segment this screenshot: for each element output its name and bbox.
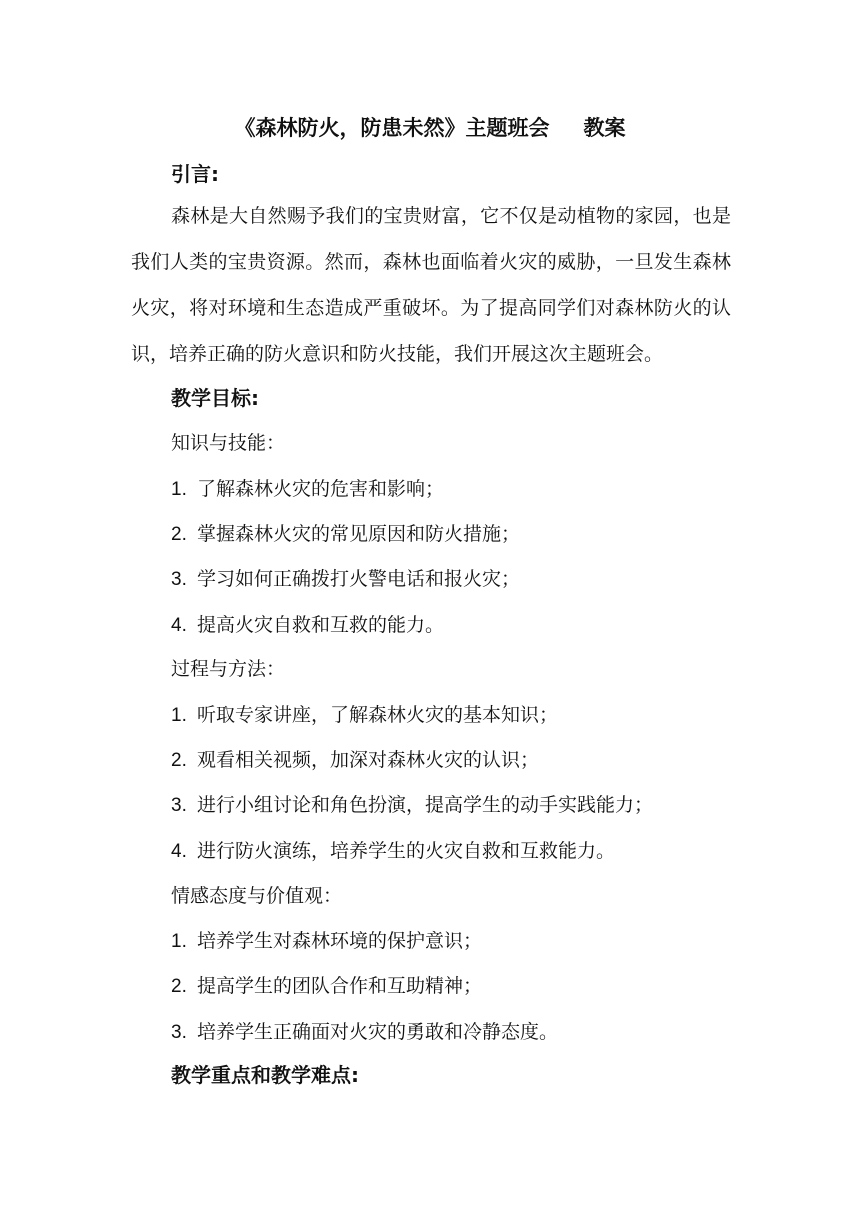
intro-heading: 引言: — [171, 162, 219, 186]
list-item — [171, 790, 653, 821]
list-item-text: 培养学生正确面对火灾的勇敢和冷静态度。 — [197, 1021, 559, 1043]
list-item-number: 3. — [171, 569, 187, 590]
list-item — [171, 1017, 558, 1048]
process-label: 过程与方法： — [171, 658, 286, 680]
key-points-heading: 教学重点和教学难点: — [171, 1063, 359, 1087]
list-item-text: 听取专家讲座，了解森林火灾的基本知识； — [197, 704, 559, 726]
list-item-text: 掌握森林火灾的常见原因和防火措施； — [197, 523, 521, 545]
list-item — [171, 564, 520, 595]
list-item — [171, 519, 520, 550]
list-item — [171, 836, 615, 867]
list-item — [171, 474, 444, 505]
list-item-text: 提高火灾自救和互救的能力。 — [197, 614, 445, 636]
list-item-number: 2. — [171, 524, 187, 545]
list-item-text: 观看相关视频，加深对森林火灾的认识； — [197, 749, 540, 771]
list-item — [171, 700, 558, 731]
list-item-number: 1. — [171, 931, 187, 952]
list-item — [171, 745, 539, 776]
emotion-label: 情感态度与价值观： — [171, 885, 343, 907]
intro-paragraph: 森林是大自然赐予我们的宝贵财富，它不仅是动植物的家园，也是我们人类的宝贵资源。然而，森林也面临着火灾的威胁，一旦发生森林火灾，将对环境和生态造成严重破坏。为了提高同学们对森林防火的认识，培养正确的防火意识和防火技能，我们开展这次主题班会。 — [131, 205, 731, 365]
list-item — [171, 610, 444, 641]
list-item-number: 1. — [171, 479, 187, 500]
objectives-heading: 教学目标: — [171, 386, 259, 410]
list-item-number: 4. — [171, 615, 187, 636]
list-item-number: 1. — [171, 705, 187, 726]
list-item-number: 2. — [171, 750, 187, 771]
list-item-text: 了解森林火灾的危害和影响； — [197, 478, 445, 500]
list-item — [171, 971, 482, 1002]
list-item-text: 培养学生对森林环境的保护意识； — [197, 930, 483, 952]
list-item — [171, 926, 482, 957]
knowledge-label: 知识与技能： — [171, 432, 286, 454]
list-item-text: 进行防火演练，培养学生的火灾自救和互救能力。 — [197, 840, 616, 862]
list-item-number: 3. — [171, 1022, 187, 1043]
list-item-text: 提高学生的团队合作和互助精神； — [197, 975, 483, 997]
title-main: 《森林防火，防患未然》主题班会 — [234, 116, 550, 140]
page-title — [0, 113, 860, 143]
list-item-text: 进行小组讨论和角色扮演，提高学生的动手实践能力； — [197, 794, 654, 816]
list-item-number: 2. — [171, 976, 187, 997]
list-item-number: 3. — [171, 795, 187, 816]
list-item-text: 学习如何正确拨打火警电话和报火灾； — [197, 568, 521, 590]
title-suffix: 教案 — [583, 116, 626, 140]
list-item-number: 4. — [171, 841, 187, 862]
